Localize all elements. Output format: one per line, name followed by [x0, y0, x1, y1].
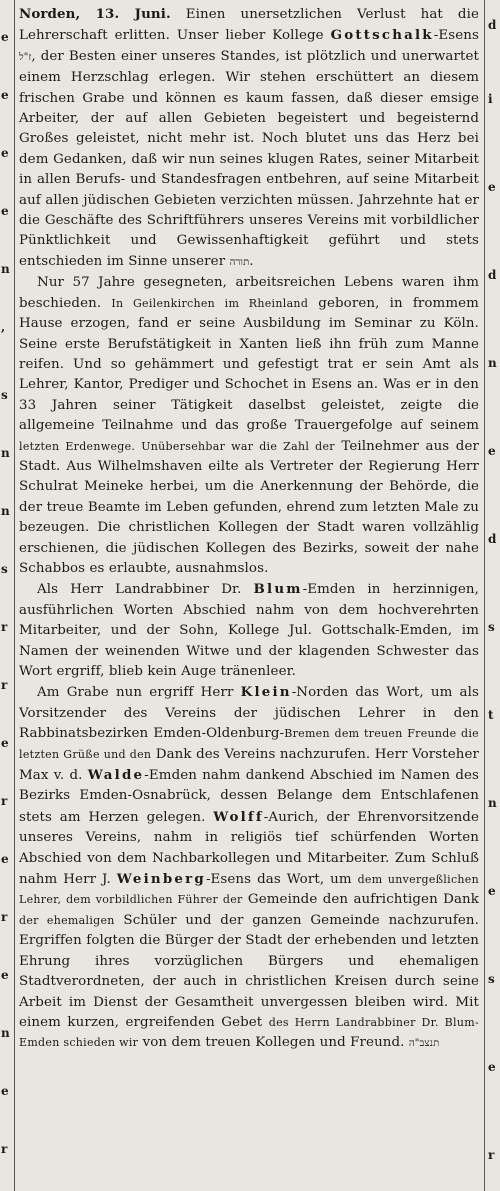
name-emphasis: Weinberg: [116, 871, 206, 888]
text-run: -Esens das Wort, um: [205, 872, 358, 888]
article-paragraph-4: [19, 682, 479, 1054]
adjacent-column-letter-left: e: [1, 968, 9, 982]
adjacent-column-letter-left: n: [1, 504, 10, 518]
left-column-edge: [0, 0, 13, 1191]
article-paragraph-1: [19, 4, 479, 273]
adjacent-column-letter-left: e: [1, 146, 9, 160]
adjacent-column-letter-right: s: [488, 620, 495, 634]
text-run: von dem treuen Kollegen und Freund.: [138, 1035, 409, 1051]
adjacent-column-letter-left: r: [1, 620, 8, 634]
left-column-rule: [14, 0, 15, 1191]
adjacent-column-letter-left: e: [1, 88, 9, 102]
text-run: geboren, in frommem Hause erzogen, fand er seine Ausbildung im Seminar zu Köln. Seine erste Berufstätigkeit in Xanten ließ ihn früh zum Manne reifen. Und so gehämmert und gefestigt trat er sein Amt als Lehrer, Kantor, Prediger und Schochet in Esens an. Was er in den 33 Jahren seiner Tätigkeit daselbst geleistet, zeigte die allgemeine Teilnahme und das große Trauergefolge auf seinem: [19, 295, 479, 434]
adjacent-column-letter-left: r: [1, 910, 8, 924]
adjacent-column-letter-right: t: [488, 708, 494, 722]
adjacent-column-letter-right: d: [488, 532, 497, 546]
text-run: Einen unersetzlichen Verlust hat die Lehrerschaft erlitten. Unser lieber Kollege: [19, 7, 479, 44]
text-run: In Geilenkirchen im Rheinland: [111, 296, 309, 310]
name-emphasis: Wolff: [213, 808, 264, 825]
text-run: .: [249, 253, 254, 269]
adjacent-column-letter-left: n: [1, 1026, 10, 1040]
text-run: Am Grabe nun ergriff Herr: [37, 685, 241, 701]
text-run: Bremen dem treuen Freunde die letzten Grüße und den: [19, 727, 479, 761]
adjacent-column-letter-right: e: [488, 180, 496, 194]
adjacent-column-letter-left: s: [1, 562, 8, 576]
text-run: Teilnehmer aus der Stadt. Aus Wilhelmshaven eilte als Vertreter der Regierung Herr Schulrat Meineke herbei, um die Anerkennung der Behörde, die der treue Beamte im Leben gefunden, ehrend zum letzten Male zu bezeugen. Die christlichen Kollegen der Stadt waren vollzählig erschienen, die jüdischen Kollegen des Bezirks, soweit der nahe Schabbos es erlaubte, ausnahmslos.: [19, 438, 479, 576]
name-emphasis: Blum: [253, 581, 303, 598]
adjacent-column-letter-left: e: [1, 204, 9, 218]
adjacent-column-letter-right: e: [488, 1060, 496, 1074]
adjacent-column-letter-right: r: [488, 1148, 495, 1162]
dateline: Norden, 13. Juni.: [19, 6, 171, 22]
article-paragraph-2: [19, 273, 479, 579]
text-run: , der Besten einer unseres Standes, ist plötzlich und unerwartet einem Herzschlag erlegen. Wir stehen erschüttert an diesem frischen Grabe und können es kaum fassen, daß dieser emsige Arbeiter, der auf allen Gebieten begeistert und begeisternd Großes geleistet, nicht mehr ist. Noch blutet uns das Herz bei dem Gedanken, daß wir nun seines klugen Rates, seiner Mitarbeit in allen Berufs- und Standesfragen entbehren, auf seine Mitarbeit auf allen jüdischen Gebieten verzichten müssen. Jahrzehnte hat er die Geschäfte des Schriftführers unseres Vereins mit vorbildlicher Pünktlichkeit und Gewissenhaftigkeit geführt und stets entschieden im Sinne unserer: [19, 48, 479, 269]
text-run: -Norden das Wort, um als Vorsitzender des Vereins der jüdischen Lehrer in den Rabbinatsbezirken Emden-Oldenburg-: [19, 685, 479, 742]
adjacent-column-letter-right: n: [488, 356, 497, 370]
name-emphasis: Gottschalk: [330, 27, 434, 44]
text-run: -Esens: [433, 28, 479, 44]
hebrew-abbreviation: תורה: [229, 256, 250, 268]
obituary-article: [19, 4, 479, 1187]
adjacent-column-letter-left: ,: [1, 320, 6, 334]
text-run: dem unvergeßlichen Lehrer, dem vorbildlichen Führer der: [19, 873, 479, 907]
text-run: -Emden in herzinnigen, ausführlichen Worten Abschied nahm von dem hochverehrten Mitarbeiter, und der Sohn, Kollege Jul. Gottschalk-Emden, im Namen der weinenden Witwe und der klagenden Schwester das Wort ergriff, blieb kein Auge tränenleer.: [19, 582, 479, 679]
right-column-rule: [484, 0, 485, 1191]
adjacent-column-letter-left: n: [1, 262, 10, 276]
adjacent-column-letter-left: e: [1, 30, 9, 44]
adjacent-column-letter-right: e: [488, 444, 496, 458]
adjacent-column-letter-left: e: [1, 1084, 9, 1098]
text-run: der ehemaligen: [19, 913, 115, 927]
text-run: Gemeinde den aufrichtigen Dank: [242, 892, 479, 908]
article-paragraph-3: [19, 579, 479, 682]
text-run: letzten Erdenwege. Unübersehbar war die Zahl der: [19, 439, 335, 453]
name-emphasis: Walde: [87, 767, 145, 784]
adjacent-column-letter-right: s: [488, 972, 495, 986]
adjacent-column-letter-left: e: [1, 736, 9, 750]
adjacent-column-letter-right: d: [488, 268, 497, 282]
adjacent-column-letter-right: n: [488, 796, 497, 810]
text-run: Nur 57 Jahre gesegneten, arbeitsreichen Lebens waren ihm beschieden.: [19, 275, 479, 311]
adjacent-column-letter-left: r: [1, 1142, 8, 1156]
adjacent-column-letter-left: e: [1, 852, 9, 866]
adjacent-column-letter-left: s: [1, 388, 8, 402]
hebrew-abbreviation: ז"ל: [19, 51, 32, 63]
text-run: Als Herr Landrabbiner Dr.: [37, 582, 254, 598]
text-run: Schüler und der ganzen Gemeinde nachzurufen. Ergriffen folgten die Bürger der Stadt der erhebenden und letzten Ehrung ihres vorzüglichen Bürgers und ehemaligen Stadtverordneten, der auch in christlichen Kreisen durch seine Arbeit im Dienst der Gesamtheit unvergessen bleiben wird. Mit einem kurzen, ergreifenden Gebet: [19, 912, 479, 1030]
text-run: -Aurich, der Ehrenvorsitzende unseres Vereins, nahm in religiös tief schürfenden Worten Abschied von dem Nachbarkollegen und Mitarbeiter. Zum Schluß nahm Herr J.: [19, 809, 479, 888]
adjacent-column-letter-right: e: [488, 884, 496, 898]
name-emphasis: Klein: [240, 684, 292, 701]
adjacent-column-letter-left: n: [1, 446, 10, 460]
hebrew-abbreviation: תנצב"ה: [408, 1038, 440, 1050]
adjacent-column-letter-left: r: [1, 678, 8, 692]
right-column-edge: [487, 0, 500, 1191]
text-run: -Emden nahm dankend Abschied im Namen des Bezirks Emden-Osnabrück, dessen Belange dem Entschlafenen stets am Herzen gelegen.: [19, 768, 479, 825]
text-run: Dank des Vereins nachzurufen. Herr Vorsteher Max v. d.: [19, 746, 479, 784]
adjacent-column-letter-right: i: [488, 92, 493, 106]
adjacent-column-letter-right: d: [488, 18, 497, 32]
text-run: des Herrn Landrabbiner Dr. Blum-Emden schieden wir: [19, 1015, 479, 1050]
adjacent-column-letter-left: r: [1, 794, 8, 808]
